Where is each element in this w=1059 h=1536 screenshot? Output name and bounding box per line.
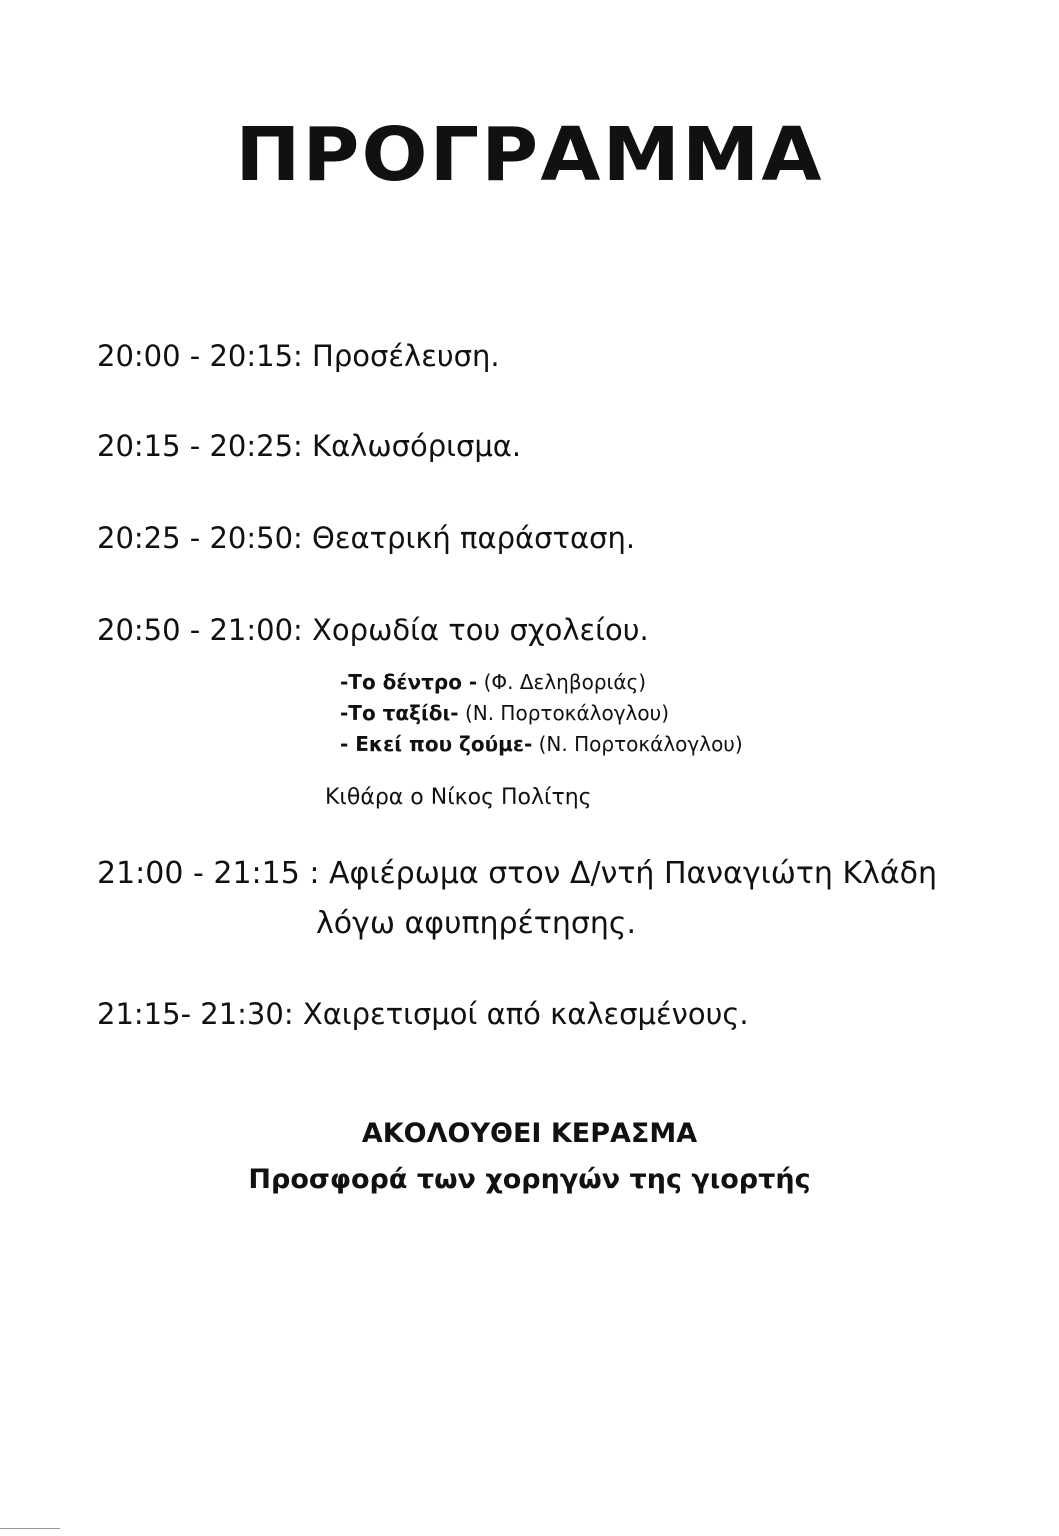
schedule-time: 21:15- 21:30: — [97, 997, 294, 1031]
song-title: -Το ταξίδι- — [340, 701, 459, 725]
schedule-text: Αφιέρωμα στον Δ/ντή Παναγιώτη Κλάδη — [329, 856, 938, 891]
schedule-row-4 — [97, 612, 649, 648]
schedule-text: Χαιρετισμοί από καλεσμένους. — [302, 997, 749, 1031]
closing-subheading: Προσφορά των χορηγών της γιορτής — [248, 1164, 811, 1195]
song-item-3 — [340, 730, 743, 758]
tribute-row — [97, 856, 937, 892]
song-item-2 — [340, 699, 669, 727]
schedule-time: 20:15 - 20:25: — [97, 429, 303, 463]
tribute-row-continuation: λόγω αφυπηρέτησης. — [316, 906, 637, 941]
guitar-credit: Κιθάρα ο Νίκος Πολίτης — [325, 785, 592, 810]
scan-edge-line — [0, 1528, 60, 1529]
schedule-text: Χορωδία του σχολείου. — [312, 613, 649, 647]
song-author: (Φ. Δεληβοριάς) — [483, 670, 647, 694]
schedule-row-3 — [97, 520, 635, 556]
schedule-row-1 — [97, 338, 500, 374]
song-author: (Ν. Πορτοκάλογλου) — [464, 701, 670, 725]
schedule-time: 21:00 - 21:15 : — [97, 856, 320, 891]
greetings-row — [97, 996, 749, 1032]
schedule-row-2 — [97, 428, 521, 464]
schedule-text: Καλωσόρισμα. — [312, 429, 522, 463]
song-item-1 — [340, 668, 646, 696]
schedule-time: 20:50 - 21:00: — [97, 613, 303, 647]
schedule-text: Προσέλευση. — [312, 339, 500, 373]
schedule-time: 20:25 - 20:50: — [97, 521, 303, 555]
song-title: - Εκεί που ζούμε- — [340, 732, 533, 756]
song-author: (Ν. Πορτοκάλογλου) — [538, 732, 743, 756]
closing-heading: ΑΚΟΛΟΥΘΕΙ ΚΕΡΑΣΜΑ — [361, 1118, 698, 1149]
page-title: ΠΡΟΓΡΑΜΜΑ — [235, 112, 824, 198]
schedule-text: Θεατρική παράσταση. — [312, 521, 636, 555]
song-title: -Το δέντρο - — [340, 670, 478, 694]
schedule-time: 20:00 - 20:15: — [97, 339, 303, 373]
